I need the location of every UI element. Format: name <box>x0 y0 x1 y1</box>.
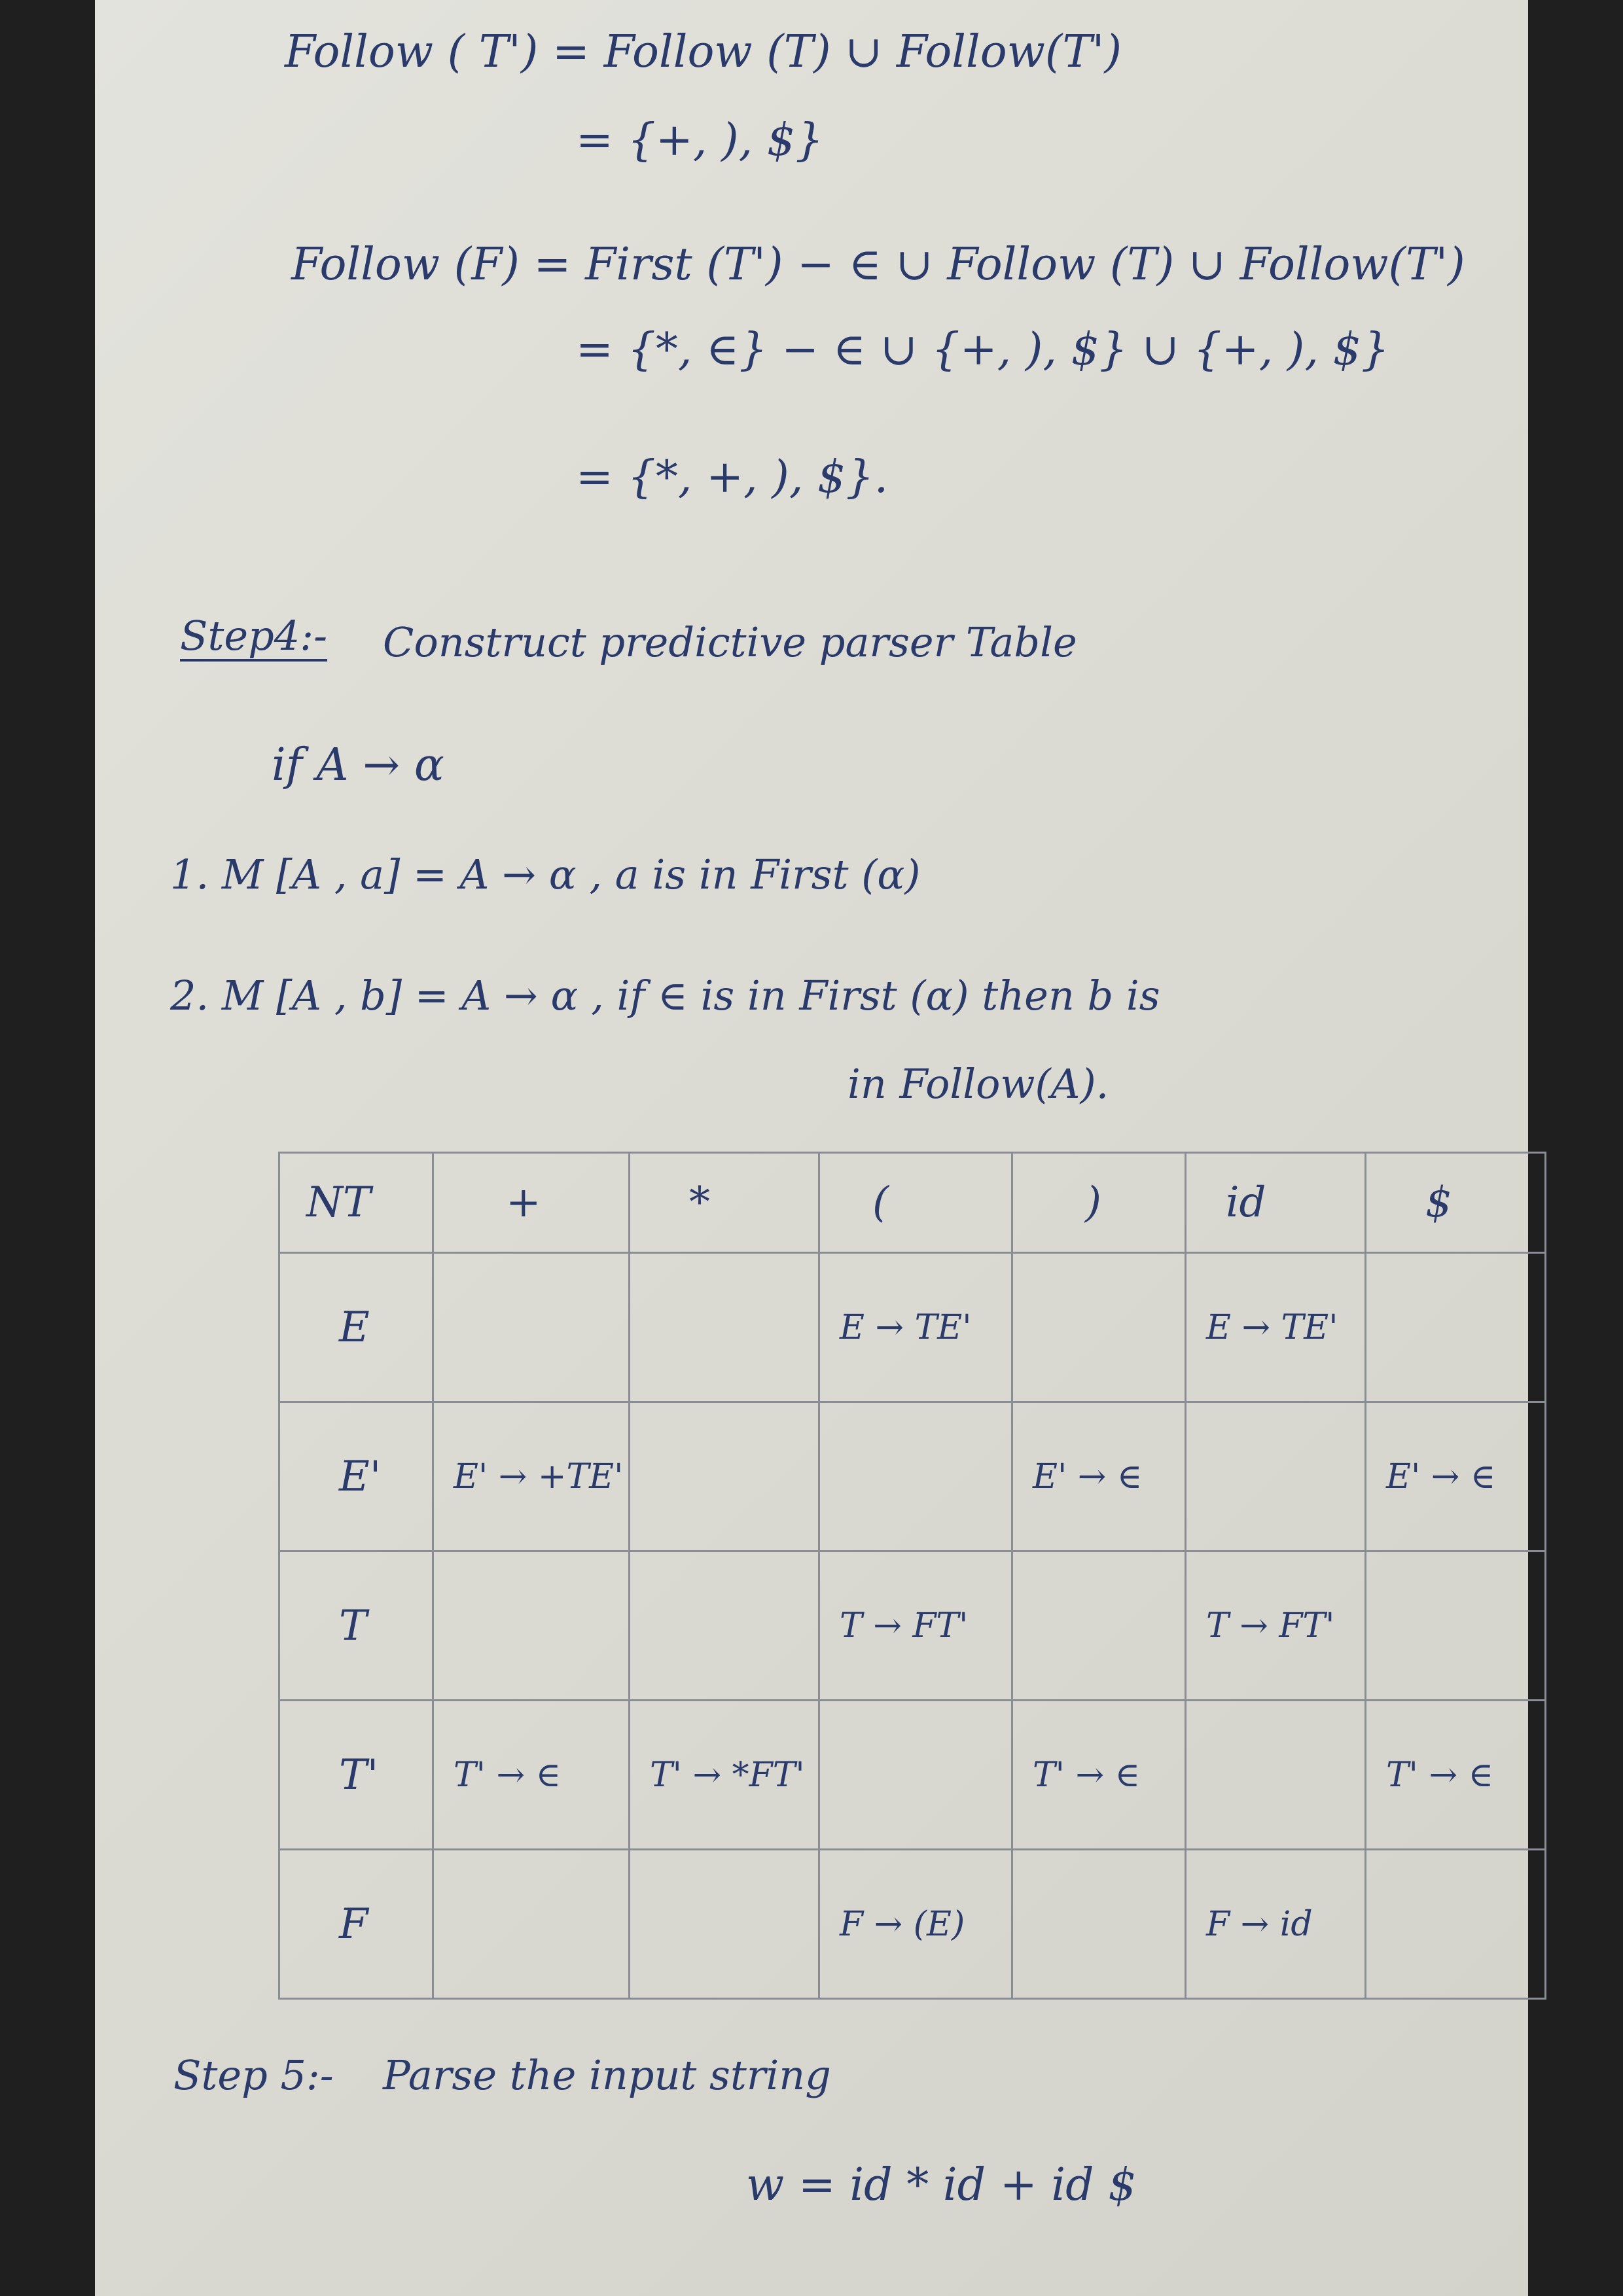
follow-f-expansion: = {*, ∈} − ∈ ∪ {+, ), $} ∪ {+, ), $} <box>576 324 1390 376</box>
step4-condition: if A → α <box>272 739 444 791</box>
table-cell <box>1366 1850 1546 1999</box>
table-cell <box>433 1551 630 1701</box>
table-cell <box>1186 1402 1366 1551</box>
table-cell <box>433 1850 630 1999</box>
table-row <box>279 1253 1546 1402</box>
follow-t-prime-line: Follow ( T') = Follow (T) ∪ Follow(T') <box>285 26 1122 78</box>
predictive-parser-table <box>278 1152 1546 2000</box>
step5-title: Parse the input string <box>383 2051 831 2099</box>
table-row <box>279 1551 1546 1701</box>
step4-title: Construct predictive parser Table <box>383 618 1077 666</box>
table-cell <box>819 1402 1012 1551</box>
table-cell <box>1012 1850 1186 1999</box>
follow-t-prime-result: = {+, ), $} <box>576 115 824 166</box>
table-cell <box>630 1551 819 1701</box>
rule-2-line-a: 2. M [A , b] = A → α , if ∈ is in First (α) then b is <box>170 972 1160 1019</box>
table-cell: T' → ∈ <box>1366 1701 1546 1850</box>
table-cell <box>433 1253 630 1402</box>
table-cell: T → FT' <box>1186 1551 1366 1701</box>
table-cell <box>630 1402 819 1551</box>
table-cell <box>1366 1551 1546 1701</box>
table-row <box>279 1701 1546 1850</box>
follow-f-result: = {*, +, ), $}. <box>576 451 889 503</box>
header-rparen: ) <box>1012 1153 1186 1253</box>
table-cell: E → TE' <box>1186 1253 1366 1402</box>
row-nt-T: T <box>279 1551 433 1701</box>
table-cell <box>630 1253 819 1402</box>
table-cell: T' → *FT' <box>630 1701 819 1850</box>
header-nt: NT <box>279 1153 433 1253</box>
table-cell: E' → +TE' <box>433 1402 630 1551</box>
header-id: id <box>1186 1153 1366 1253</box>
notebook-page <box>95 0 1528 2296</box>
table-cell: E' → ∈ <box>1366 1402 1546 1551</box>
table-cell <box>1186 1701 1366 1850</box>
table-cell: T' → ∈ <box>433 1701 630 1850</box>
table-cell: T' → ∈ <box>1012 1701 1186 1850</box>
header-lparen: ( <box>819 1153 1012 1253</box>
table-cell <box>1012 1551 1186 1701</box>
table-cell <box>630 1850 819 1999</box>
table-cell: E → TE' <box>819 1253 1012 1402</box>
table-cell <box>1366 1253 1546 1402</box>
table-cell: T → FT' <box>819 1551 1012 1701</box>
row-nt-T-prime: T' <box>279 1701 433 1850</box>
header-dollar: $ <box>1366 1153 1546 1253</box>
table-cell <box>1012 1253 1186 1402</box>
step5-label: Step 5:- <box>173 2051 334 2099</box>
header-star: * <box>630 1153 819 1253</box>
table-row <box>279 1850 1546 1999</box>
rule-1: 1. M [A , a] = A → α , a is in First (α) <box>170 851 921 898</box>
table-cell <box>819 1701 1012 1850</box>
table-cell: E' → ∈ <box>1012 1402 1186 1551</box>
table-header-row <box>279 1153 1546 1253</box>
table-row <box>279 1402 1546 1551</box>
row-nt-E: E <box>279 1253 433 1402</box>
step4-label: Step4:- <box>180 612 328 660</box>
row-nt-F: F <box>279 1850 433 1999</box>
follow-f-line: Follow (F) = First (T') − ∈ ∪ Follow (T) ∪ Follow(T') <box>291 239 1465 291</box>
rule-2-line-b: in Follow(A). <box>847 1060 1109 1108</box>
input-string: w = id * id + id $ <box>746 2159 1137 2211</box>
table-cell: F → id <box>1186 1850 1366 1999</box>
row-nt-E-prime: E' <box>279 1402 433 1551</box>
header-plus: + <box>433 1153 630 1253</box>
table-cell: F → (E) <box>819 1850 1012 1999</box>
